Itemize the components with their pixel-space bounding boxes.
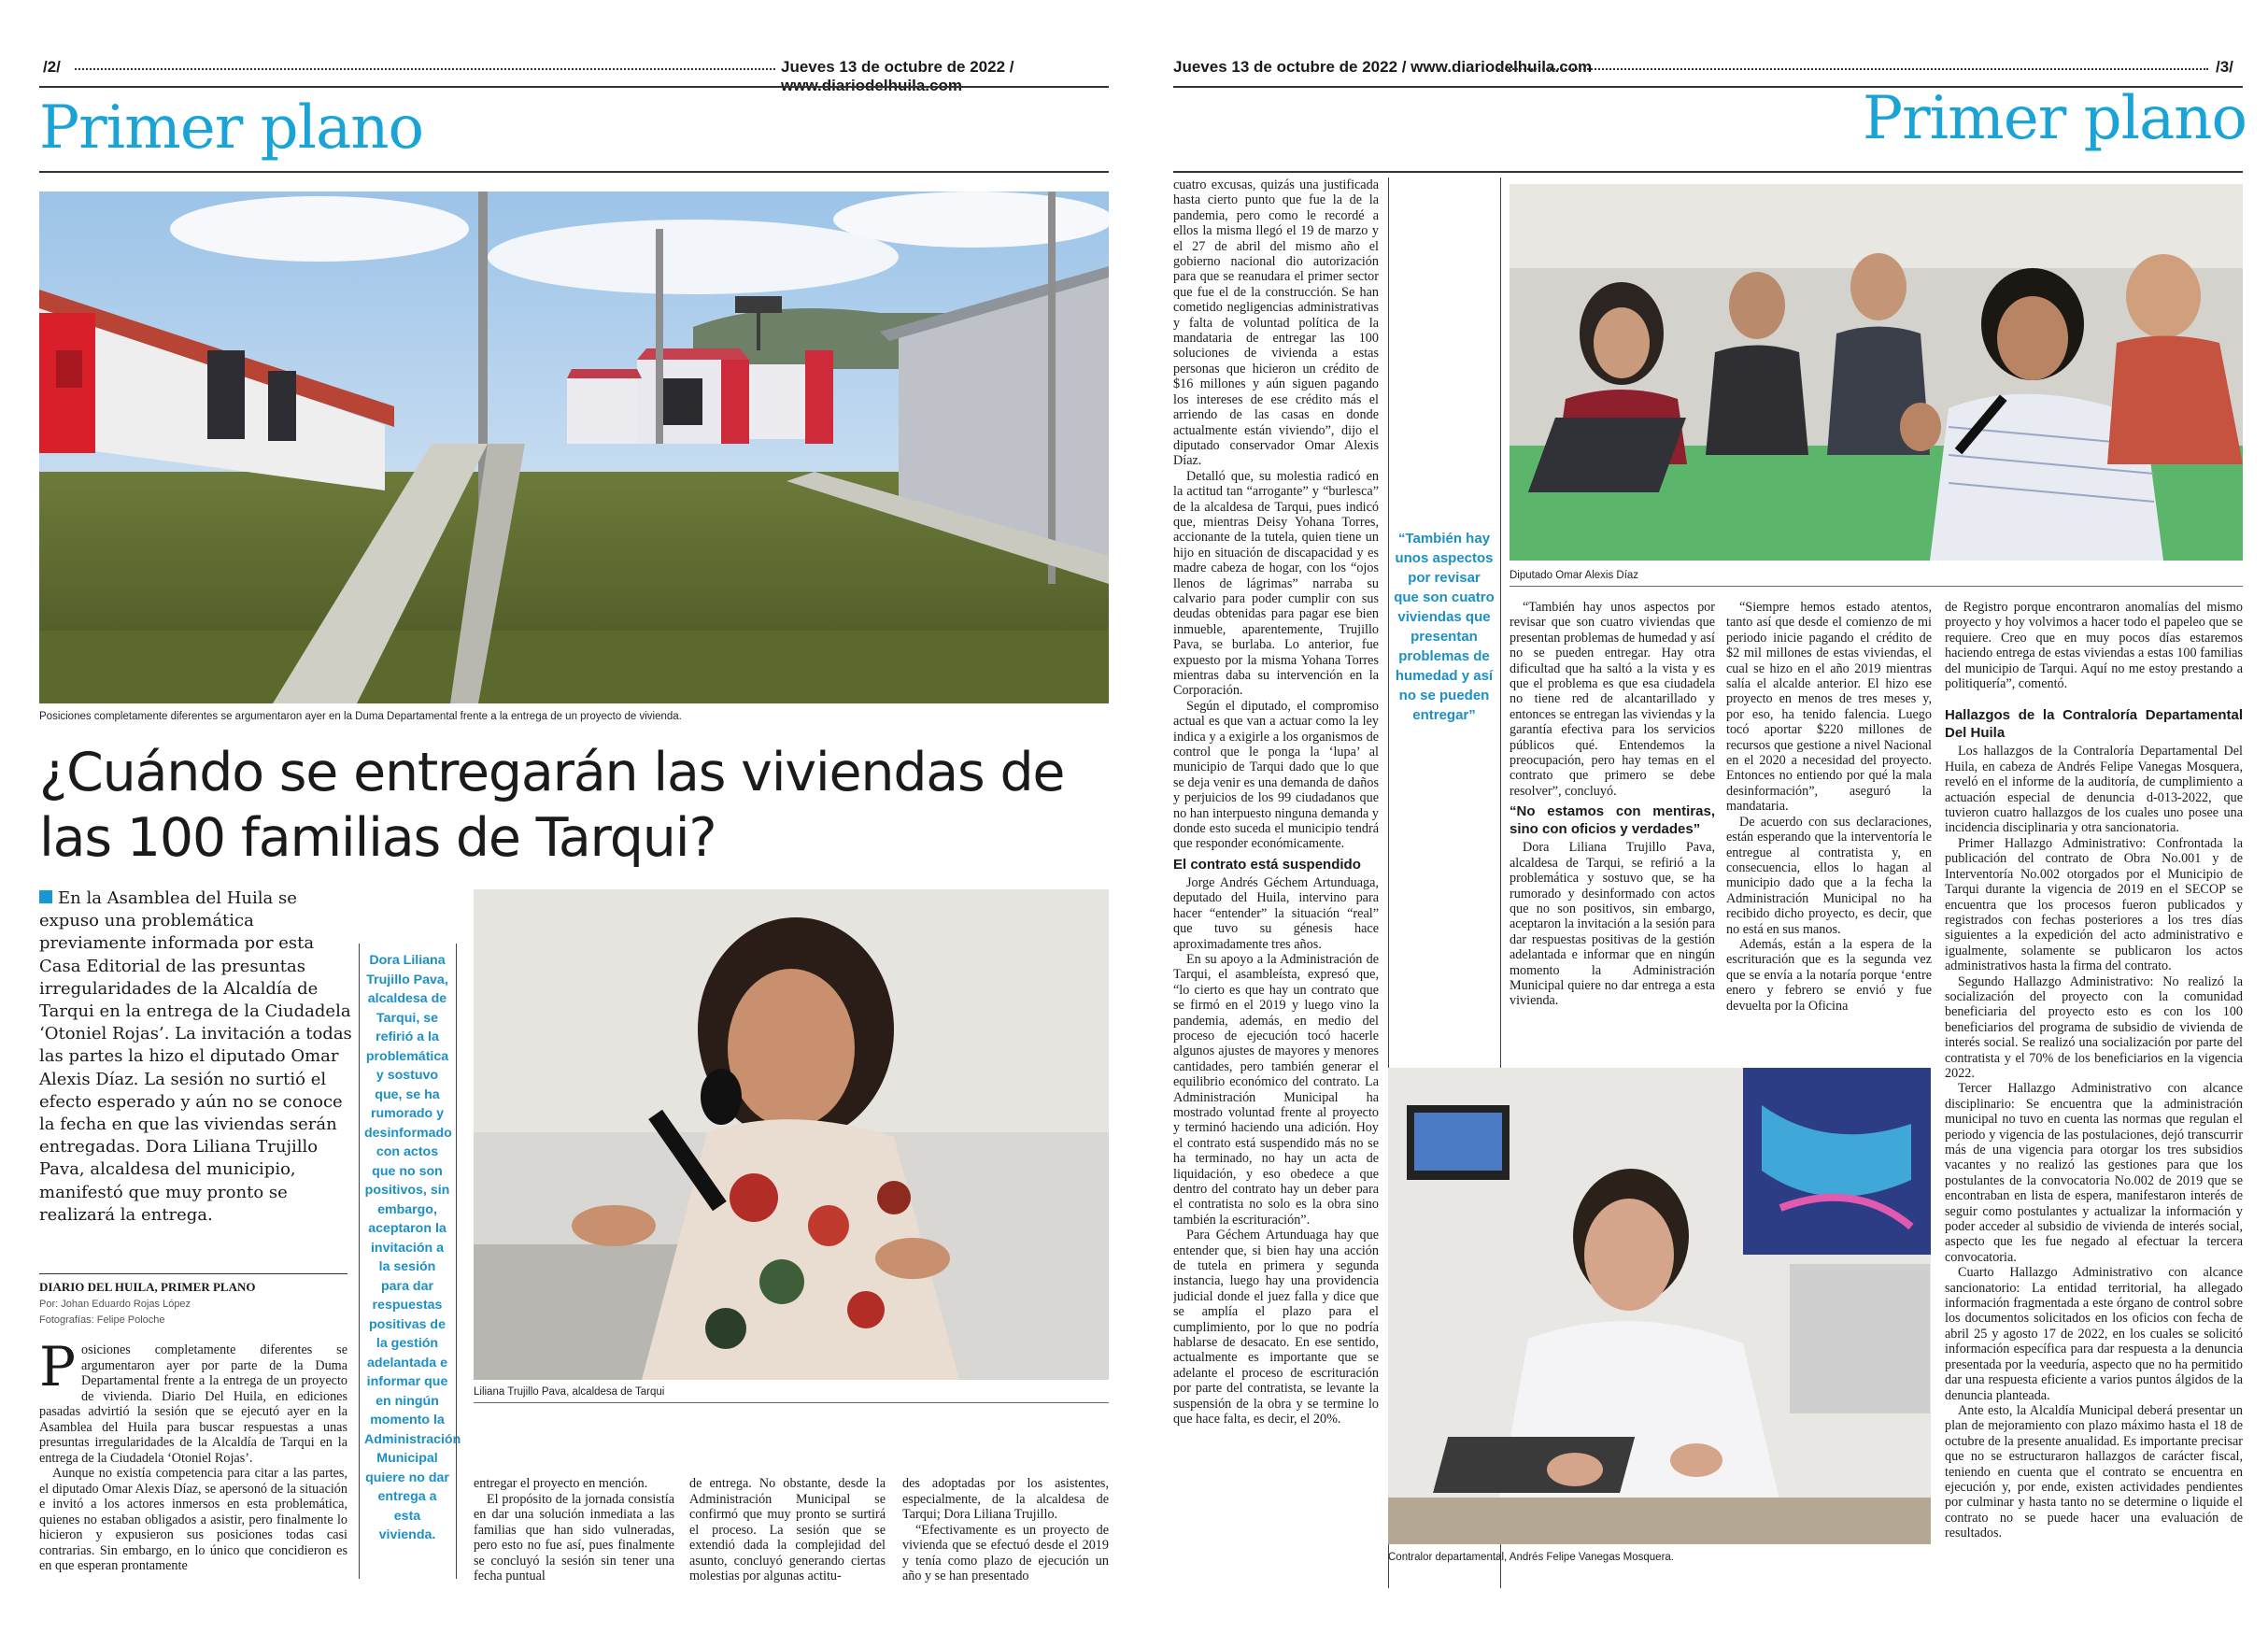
page-3 — [1134, 0, 2268, 1633]
body-column-2 — [474, 1476, 674, 1588]
portrait-rule — [474, 1402, 1109, 1403]
photo-caption: Posiciones completamente diferentes se argumentaron ayer en la Duma Departamental frente a la entrega de un proyecto de vivienda. — [39, 711, 682, 722]
lead-square-icon — [39, 890, 52, 903]
housing-illustration — [39, 192, 1109, 703]
header-rule — [39, 86, 1109, 88]
body-paragraph: de Registro porque encontraron anomalías del mismo proyecto y hoy volvimos a hacer todo el papeleo que se requiere. Creo que en muy pocos días estaremos haciendo entrega de estas viviendas a estas 100 familias del municipio de Tarqui. Aquí no me estoy prestando a politiquería”, comentó. — [1945, 600, 2243, 692]
body-paragraph: Detalló que, su molestia radicó en la actitud tan “arrogante” y “burlesca” de la alcaldesa de Tarqui, pues indicó que, mientras Deisy Yohana Torres, accionante de la tutela, quien tiene un hijo en situación de discapacidad y es madre cabeza de hogar, con los “ojos llenos de lágrimas” narraba su calvario para poder cumplir con sus deudas obtenidas para pagar ese bien inmueble, aparentemente, Trujillo Pava, se burlaba. Lo anterior, fue expuesto por la misma Yohana Torres mientras daba su intervención en la Corporación. — [1173, 468, 1379, 699]
photo1-rule — [1510, 586, 2243, 587]
body-column-3 — [689, 1476, 886, 1588]
contralor-photo-caption: Contralor departamental, Andrés Felipe Vanegas Mosquera. — [1388, 1552, 1674, 1563]
assembly-illustration — [1510, 184, 2243, 561]
pull-quote-rule-left — [359, 944, 360, 1579]
folio-rule — [75, 68, 775, 70]
page-number: /3/ — [2216, 58, 2233, 76]
section-rule — [1173, 171, 2243, 173]
body-paragraph: Según el diputado, el compromiso actual es que van a actuar como la ley indica y a exigirle a los organismos de control que le ponga la ‘lupa’ al municipio de Tarqui dado que lo que se deja venir es una demanda de daños y perjuicios de los 99 ciudadanos que no han interpuesto ninguna demanda y donde esto suceda el municipio tendrá que responder económicamente. — [1173, 698, 1379, 852]
section-title: Primer plano — [1863, 84, 2247, 153]
byline-rule — [39, 1273, 347, 1274]
portrait-caption: Liliana Trujillo Pava, alcaldesa de Tarqui — [474, 1386, 665, 1398]
body-paragraph: “Siempre hemos estado atentos, tanto así que desde el comienzo de mi periodo inicie pagando el crédito de $2 mil millones de estas viviendas, el cual se hizo en el año 2019 mientras salía el alcalde anterior. El hizo ese proyecto en menos de tres meses y, por eso, ha tenido falencia. Luego tocó aportar $220 millones de recursos que gestione a nivel Nacional en el 2020 a necesidad del proyecto. Entonces no entiendo por qué la mala desinformación”, aseguró la mandataria. — [1726, 600, 1932, 815]
body-paragraph: Jorge Andrés Géchem Artunduaga, deputado del Huila, intervino para hacer “entender” la situación “real” que tuvo su génesis hace aproximadamente tres años. — [1173, 874, 1379, 952]
body-column-4 — [1945, 600, 2243, 1590]
body-paragraph: entregar el proyecto en mención. — [474, 1476, 648, 1491]
subhead-mentiras: “No estamos con mentiras, sino con oficios y verdades” — [1510, 803, 1715, 838]
body-paragraph: Ante esto, la Alcaldía Municipal deberá presentar un plan de mejoramiento con plazo máximo hasta el 18 de octubre de la presente anualidad. Es importante precisar que no se estructuraron hallazgos de carácter fiscal, teniendo en cuenta que el contrato se encuentra en ejecución y, por ende, existen actividades pendientes por culminar y hasta tanto no se determine o liquide el contrato no se puede hacer una evaluación de resultados. — [1945, 1402, 2243, 1541]
body-paragraph: Además, están a la espera de la escrituración que es la segunda vez que se envía a la notaría porque ‘entre enero y febrero se envió y fue devuelta por la Oficina — [1726, 936, 1932, 1014]
body-paragraph: El propósito de la jornada consistía en dar una solución inmediata a las familias que han sido vulneradas, pero esto no fue así, pues finalmente se concluyó la sesión sin tener una fecha puntual — [474, 1491, 674, 1583]
headline: ¿Cuándo se entregarán las viviendas de las 100 familias de Tarqui? — [39, 742, 1065, 869]
diputado-photo-caption: Diputado Omar Alexis Díaz — [1510, 570, 1639, 581]
pull-quote: “También hay unos aspectos por revisar que son cuatro viviendas que presentan problemas de humedad y así no se pueden entregar” — [1394, 531, 1495, 723]
body-paragraph: cuatro excusas, quizás una justificada hasta cierto punto que fue la de la pandemia, pero como le recordé a ellos la misma llegó el 19 de marzo y el 27 de abril del mismo año el gobierno nacional dio autorización para que se reanudara el primer sector que fue el de la construcción. Se han cometido negligencias administrativas y falta de voluntad política de la mandataria de entregar las 100 soluciones de vivienda a estas personas que hicieron un crédito de $16 millones y aún siguen pagando los intereses de ese crédito más el arriendo de las casas en donde actualmente están viviendo”, dijo el diputado conservador Omar Alexis Díaz. — [1173, 178, 1379, 469]
housing-photo — [39, 192, 1109, 703]
body-paragraph: des adoptadas por los asistentes, especialmente, de la alcaldesa de Tarqui; Dora Liliana Trujillo. — [902, 1476, 1109, 1522]
portrait-illustration — [474, 889, 1109, 1380]
body-paragraph: “También hay unos aspectos por revisar que son cuatro viviendas que presentan problemas de humedad y así no se pueden entregar. Hay otra dificultad que ha saltó a la vista y es que el problema es que esa ciudadela no tiene red de alcantarillado y entonces se entregan las viviendas y la garantía efectiva para los servicios públicos qué. Entendemos la preocupación, pero hay temas en el contrato que primero se debe resolver”, concluyó. — [1510, 600, 1715, 799]
body-paragraph: Aunque no existía competencia para citar a las partes, el diputado Omar Alexis Díaz, se apersonó de la situación e invitó a los actores inmersos en esta problemática, quienes no estaban obligados a asistir, pero finalmente lo hicieron y expusieron sus posiciones todas casi contrarias. Sin embargo, en lo único que concidieron es en que esperan prontamente — [39, 1466, 347, 1573]
dateline: Jueves 13 de octubre de 2022 / www.diariodelhuila.com — [1173, 58, 1593, 76]
section-title: Primer plano — [39, 93, 423, 163]
body-paragraph: osiciones completamente diferentes se argumentaron ayer por parte de la Duma Departamental frente a la entrega de un proyecto de vivienda. Diario Del Huila, en ediciones pasadas advirtió la sesión que se ejecutó ayer en la Asamblea del Huila para buscar respuestas a unas presuntas irregularidades de la Alcaldía de Tarqui en la entrega de la Ciudadela ‘Otoniel Rojas’. — [39, 1342, 347, 1466]
drop-cap: P — [39, 1342, 77, 1399]
body-paragraph: “Efectivamente es un proyecto de vivienda que se efectuó desde el 2019 y tenía como plazo de ejecución un año y se han presentado — [902, 1522, 1109, 1583]
pull-quote: Dora Liliana Trujillo Pava, alcaldesa de Tarqui, se refirió a la problemática y sostuvo que, se ha rumorado y desinformado con actos que no son positivos, sin embargo, aceptaron la invitación a la sesión para dar respuestas positivas de la gestión adelantada e informar que en ningún momento la Administración Municipal quiere no dar entrega a esta vivienda. — [364, 953, 461, 1542]
body-paragraph: Segundo Hallazgo Administrativo: No realizó la socialización del proyecto con la comunidad beneficiaria del proyecto esto es con los 100 beneficiarios del programa de subsidio de vivienda de interés social. Se realizó una socialización por parte del contratista y el 70% de los beneficiarios en la vigencia 2022. — [1945, 973, 2243, 1081]
subhead-hallazgos: Hallazgos de la Contraloría Departamental Del Huila — [1945, 707, 2243, 742]
body-paragraph: De acuerdo con sus declaraciones, están esperando que la interventoría le entregue al contratista y, en consecuencia, ellos lo hagan al municipio dado que a la fecha la Administración Municipal no ha recibido dicho proyecto, es decir, que no está en sus manos. — [1726, 814, 1932, 937]
byline-author: Por: Johan Eduardo Rojas López — [39, 1299, 191, 1310]
subhead-contrato: El contrato está suspendido — [1173, 856, 1361, 873]
byline-outlet: DIARIO DEL HUILA, PRIMER PLANO — [39, 1280, 256, 1294]
dateline: Jueves 13 de octubre de 2022 / www.diariodelhuila.com — [781, 58, 1014, 94]
lead-text: En la Asamblea del Huila se expuso una problemática previamente informada por esta Casa Editorial de las presuntas irregularidades de la Alcaldía de Tarqui en la entrega de la Ciudadela ‘Otoniel Rojas’. La invitación a todas las partes la hizo el diputado Omar Alexis Díaz. La sesión no surtió el efecto esperado y aún no se conoce la fecha en que las viviendas serán entregadas. Dora Liliana Trujillo Pava, alcaldesa del municipio, manifestó que muy pronto se realizará la entrega. — [39, 888, 352, 1225]
body-paragraph: Cuarto Hallazgo Administrativo con alcance sancionatorio: La entidad territorial, ha allegado información fragmentada a este órgano de control sobre los documentos solicitados en los oficios con fecha de abril 25 y agosto 17 de 2022, en los cuales se solicitó información específica para dar respuesta a la denuncia presentada por la veeduría, aspecto que no ha permitido dar una respuesta eficiente a varios puntos álgidos de la denuncia planteada. — [1945, 1265, 2243, 1403]
body-paragraph: Primer Hallazgo Administrativo: Confrontada la publicación del contrato de Obra No.001 y de Interventoría No.002 otorgados por el Municipio de Tarqui durante la vigencia de 2019 en el SECOP se encuentra que los procesos fueron publicados y registrados con fechas posteriores a los tres días siguientes a la expedición del acto administrativo e igualmente, solamente se publicaron los actos administrativos hasta la firma del contrato. — [1945, 835, 2243, 974]
byline-photos: Fotografías: Felipe Poloche — [39, 1314, 165, 1326]
body-paragraph: de entrega. No obstante, desde la Administración Municipal se confirmó que muy pronto se surtirá el proceso. La sesión que se extendió dada la complejidad del asunto, concluyó generando ciertas molestias por algunas actitu- — [689, 1476, 886, 1583]
portrait-photo — [474, 889, 1109, 1380]
page-number: /2/ — [43, 58, 61, 76]
lead-paragraph — [39, 888, 352, 1227]
diputado-photo — [1510, 184, 2243, 561]
body-column-1 — [1173, 178, 1379, 1588]
pull-quote-rule-right — [456, 944, 457, 1579]
body-column-3 — [1726, 600, 1932, 1072]
body-paragraph: Tercer Hallazgo Administrativo con alcance disciplinario: Se encuentra que la administración municipal no tuvo en cuenta las normas que regulan el periodo y vigencia de las postulaciones, dejó transcurrir más de una vigencia para otorgar los tres subsidios vacantes y no realizó las gestiones para que los postulantes de la convocatoria No.002 de 2019 que se encontraban en lista de espera, manifestaron interés de seguir como postulantes y actualizar la información y poder acceder al subsidio de vivienda de interés social, aspecto que les fue negado al efectuar la tercera convocatoria. — [1945, 1081, 2243, 1265]
body-paragraph: En su apoyo a la Administración de Tarqui, el asambleísta, expresó que, “lo cierto es que hay un contrato que se firmó en el 2019 y luego vino la pandemia, además, en medio del proceso de ejecución tocó hacerle algunos ajustes de mayores y menores cantidades, pero también generar el equilibrio económico del contrato. La Administración Municipal ha mostrado voluntad frente al proyecto y terminó haciendo una adición. Hoy el contrato está suspendido más no se ha terminado, no hay un acta de liquidación, y eso obedece a que dentro del contrato hay un deber para el contratista no solo es la obra sino también la escrituración”. — [1173, 951, 1379, 1228]
folio-rule — [1498, 68, 2208, 70]
body-paragraph: Para Géchem Artunduaga hay que entender que, si bien hay una acción de tutela en primera y segunda instancia, luego hay una providencia judicial donde el juez falla y dice que se amplía el plazo para el cumplimiento, por lo que no podría hablarse de desacato. En ese sentido, actualmente es importante que se adelante el proceso de escrituración por parte del contratista, se levante la suspensión de la obra y se termine lo que hace falta, es decir, el 20%. — [1173, 1228, 1379, 1427]
body-column-2 — [1510, 600, 1715, 1072]
contralor-photo — [1388, 1068, 1931, 1544]
body-column-4 — [902, 1476, 1109, 1588]
office-illustration — [1388, 1068, 1931, 1544]
body-paragraph: Los hallazgos de la Contraloría Departamental Del Huila, en cabeza de Andrés Felipe Vanegas Mosquera, reveló en el informe de la auditoría, de cumplimiento a actuación especial de denuncia d-013-2022, que tuvieron cuatro hallazgos de los cuales uno posee una incidencia disciplinaria y otra sancionatoria. — [1945, 744, 2243, 836]
body-paragraph: Dora Liliana Trujillo Pava, alcaldesa de Tarqui, se refirió a la problemática y sostuvo que, se ha rumorado y desinformado con actos que no son positivos, sin embargo, aceptaron la invitación a la sesión para dar respuestas positivas de la gestión adelantada e informar que en ningún momento la Administración Municipal quiere no dar entrega a esta vivienda. — [1510, 840, 1715, 1009]
section-rule — [39, 171, 1109, 173]
body-column-1 — [39, 1342, 347, 1590]
